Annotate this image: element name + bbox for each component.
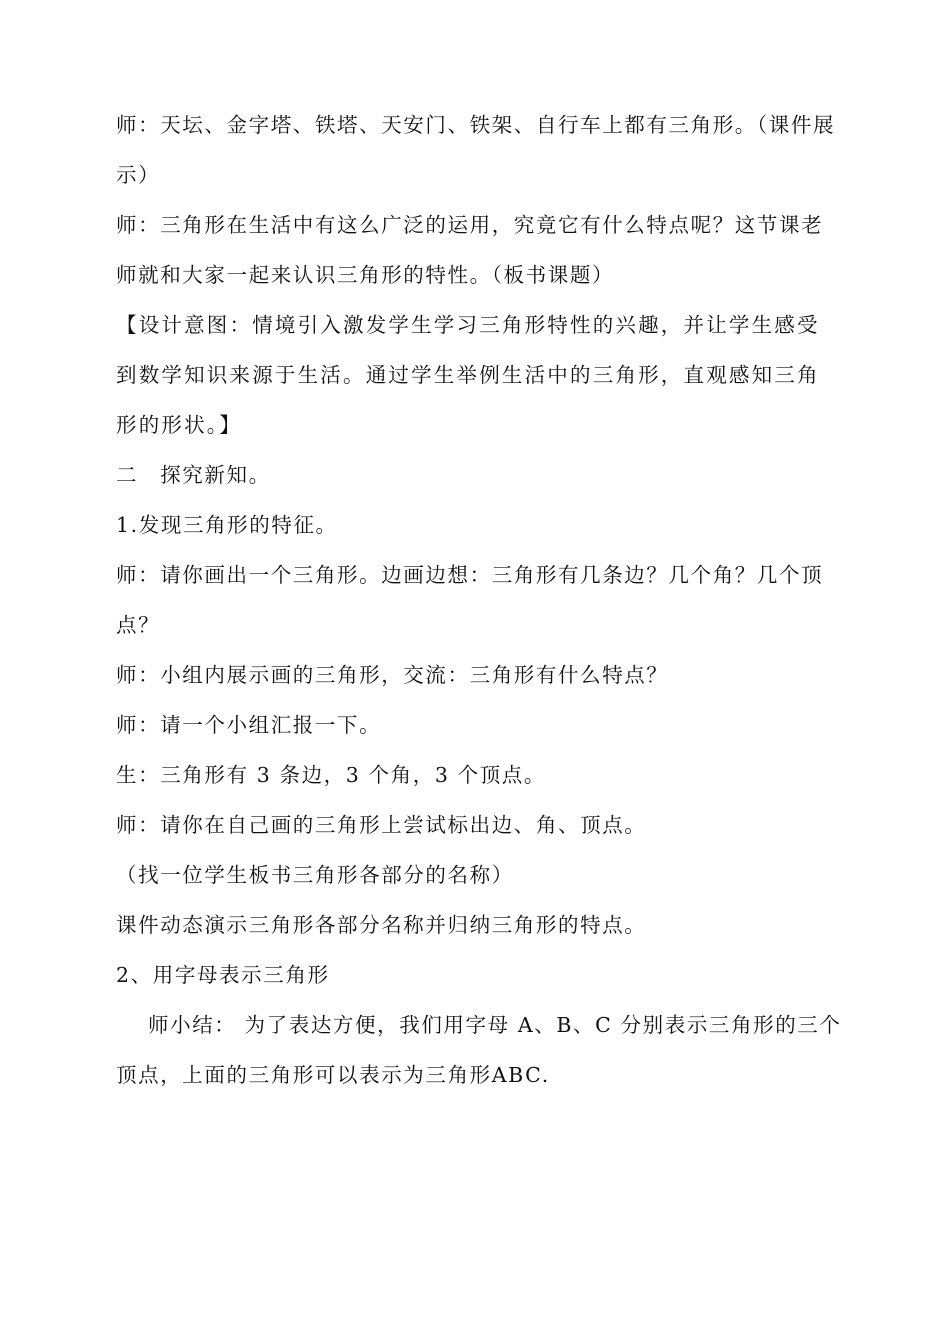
paragraph-teacher-summary: 师小结： 为了表达方便，我们用字母 A、B、C 分别表示三角形的三个顶点，上面的三角形可以表示为三角形ABC. <box>116 1013 842 1087</box>
paragraph-group-report: 师：请一个小组汇报一下。 <box>116 713 382 737</box>
section-heading-explore: 二 探究新知。 <box>116 463 271 487</box>
paragraph-teacher-examples: 师：天坛、金字塔、铁塔、天安门、铁架、自行车上都有三角形。（课件展示） <box>116 113 836 187</box>
paragraph-board-note: （找一位学生板书三角形各部分的名称） <box>116 863 514 887</box>
paragraph-label-parts: 师：请你在自己画的三角形上尝试标出边、角、顶点。 <box>116 813 647 837</box>
document-body <box>116 100 842 1100</box>
paragraph-student-answer: 生：三角形有 3 条边，3 个角，3 个顶点。 <box>116 763 546 787</box>
paragraph-design-intent: 【设计意图：情境引入激发学生学习三角形特性的兴趣，并让学生感受到数学知识来源于生活。通过学生举例生活中的三角形，直观感知三角形的形状。】 <box>116 313 820 437</box>
subsection-heading-letters: 2、用字母表示三角形 <box>116 963 330 987</box>
paragraph-courseware-demo: 课件动态演示三角形各部分名称并归纳三角形的特点。 <box>116 913 647 937</box>
paragraph-group-share: 师：小组内展示画的三角形，交流：三角形有什么特点？ <box>116 663 669 687</box>
subsection-heading-features: 1.发现三角形的特征。 <box>116 513 338 537</box>
paragraph-draw-triangle: 师：请你画出一个三角形。边画边想：三角形有几条边？几个角？几个顶点？ <box>116 563 824 637</box>
paragraph-teacher-question: 师：三角形在生活中有这么广泛的运用，究竟它有什么特点呢？这节课老师就和大家一起来认识三角形的特性。（板书课题） <box>116 213 824 287</box>
